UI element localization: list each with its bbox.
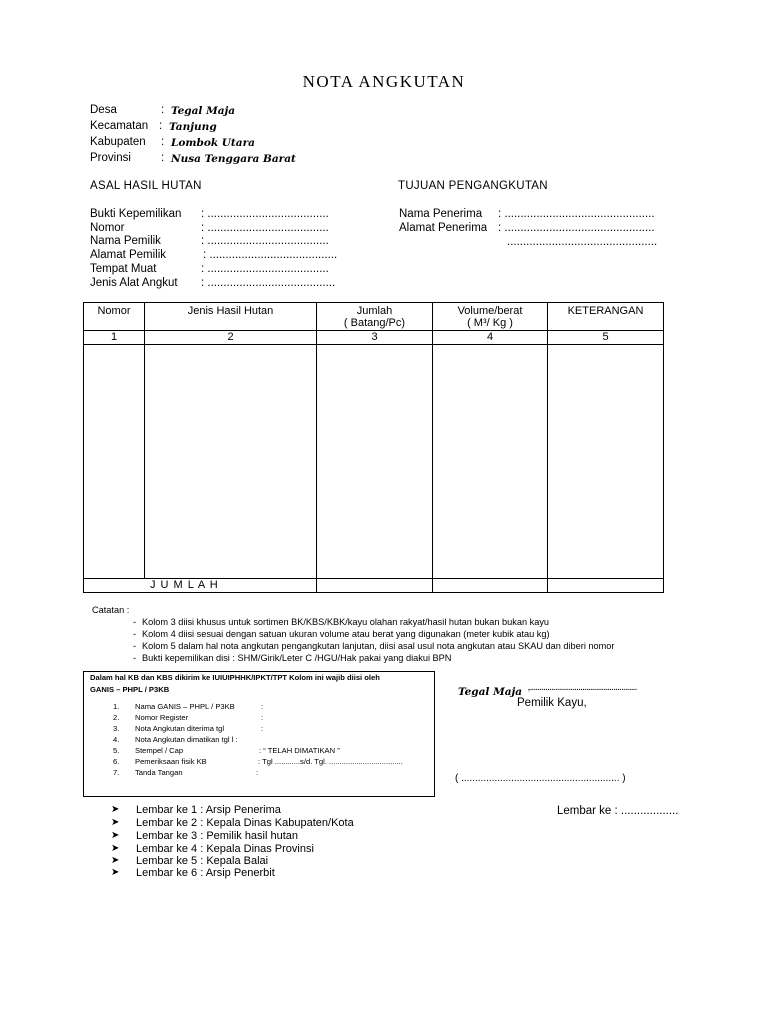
cell-jumlah[interactable] xyxy=(317,345,433,579)
box-item-num-3: 3. xyxy=(113,724,120,733)
lembar-ke-field: Lembar ke : .................. xyxy=(557,805,679,817)
box-item-label-7: Tanda Tangan xyxy=(135,768,183,777)
box-item-value-3: : xyxy=(261,724,264,733)
copy-item-3: Lembar ke 3 : Pemilik hasil hutan xyxy=(136,830,299,842)
total-keterangan[interactable] xyxy=(548,578,664,592)
label-kecamatan: Kecamatan xyxy=(90,120,149,132)
label-alamat-pemilik: Alamat Pemilik xyxy=(90,249,167,261)
header-nomor: Nomor xyxy=(84,303,145,331)
cell-keterangan[interactable] xyxy=(548,345,664,579)
value-tempat-muat: : ...................................... xyxy=(201,263,329,275)
bullet-arrow-icon: ➤ xyxy=(111,855,120,866)
cell-nomor[interactable] xyxy=(84,345,145,579)
box-item-label-4: Nota Angkutan dimatikan tgl l : xyxy=(135,735,238,744)
value-jenis-alat-angkut: : ........................................ xyxy=(201,277,336,289)
copy-item-5: Lembar ke 5 : Kepala Balai xyxy=(136,855,269,867)
value-alamat-penerima: : ............................................... xyxy=(498,222,655,234)
value-bukti-kepemilikan: : ...................................... xyxy=(201,208,329,220)
label-alamat-penerima: Alamat Penerima xyxy=(399,222,488,234)
label-kabupaten: Kabupaten xyxy=(90,136,146,148)
signature-place: Tegal Maja xyxy=(458,686,523,698)
header-keterangan: KETERANGAN xyxy=(548,303,664,331)
value-kabupaten: Lombok Utara xyxy=(171,137,255,149)
box-item-label-5: Stempel / Cap xyxy=(135,746,184,755)
value-kecamatan: Tanjung xyxy=(169,121,217,133)
label-nama-penerima: Nama Penerima xyxy=(399,208,483,220)
colnum-1: 1 xyxy=(84,331,145,345)
signature-name-line: ( ......................................................... ) xyxy=(455,773,626,784)
note-dash-3: - xyxy=(133,641,137,651)
sep-desa: : xyxy=(161,104,165,116)
note-dash-1: - xyxy=(133,617,137,627)
bullet-arrow-icon: ➤ xyxy=(111,830,120,841)
cell-jenis[interactable] xyxy=(145,345,317,579)
label-desa: Desa xyxy=(90,104,117,116)
table-header-row xyxy=(84,303,664,331)
value-nama-pemilik: : ...................................... xyxy=(201,235,329,247)
header-volume-berat: Volume/berat ( M³/ Kg ) xyxy=(433,303,548,331)
value-nomor: : ...................................... xyxy=(201,222,329,234)
sep-kecamatan: : xyxy=(159,120,163,132)
label-tempat-muat: Tempat Muat xyxy=(90,263,157,275)
total-label: J U M L A H xyxy=(84,578,317,592)
colnum-2: 2 xyxy=(145,331,317,345)
box-item-label-6: Pemeriksaan fisik KB xyxy=(135,757,207,766)
box-item-value-5: : “ TELAH DIMATIKAN ” xyxy=(259,746,340,755)
value-provinsi: Nusa Tenggara Barat xyxy=(171,153,296,165)
total-volume[interactable] xyxy=(433,578,548,592)
table-total-row xyxy=(84,578,664,592)
note-item-2: Kolom 4 diisi sesuai dengan satuan ukuran volume atau berat yang digunakan (meter kubik atau kg) xyxy=(142,629,550,639)
box-item-num-7: 7. xyxy=(113,768,120,777)
header-jumlah: Jumlah ( Batang/Pc) xyxy=(317,303,433,331)
document-title: NOTA ANGKUTAN xyxy=(302,72,466,91)
total-jumlah[interactable] xyxy=(317,578,433,592)
copy-item-6: Lembar ke 6 : Arsip Penerbit xyxy=(136,867,275,879)
label-nomor: Nomor xyxy=(90,222,125,234)
table-body-row xyxy=(84,345,664,579)
bullet-arrow-icon: ➤ xyxy=(111,867,120,878)
box-intro-line2: GANIS – PHPL / P3KB xyxy=(90,685,170,694)
colnum-3: 3 xyxy=(317,331,433,345)
note-item-4: Bukti kepemilikan disi : SHM/Girik/Leter C /HGU/Hak pakai yang diakui BPN xyxy=(142,653,452,663)
label-bukti-kepemilikan: Bukti Kepemilikan xyxy=(90,208,182,220)
goods-table xyxy=(83,302,664,593)
bullet-arrow-icon: ➤ xyxy=(111,817,120,828)
box-item-num-6: 6. xyxy=(113,757,120,766)
box-item-value-6: : Tgl ............s/d. Tgl. ................................... xyxy=(258,757,403,766)
heading-asal-hasil-hutan: ASAL HASIL HUTAN xyxy=(90,180,202,192)
heading-tujuan-pengangkutan: TUJUAN PENGANGKUTAN xyxy=(398,180,548,192)
copy-item-2: Lembar ke 2 : Kepala Dinas Kabupaten/Kota xyxy=(136,817,354,829)
sep-provinsi: : xyxy=(161,152,165,164)
box-item-label-3: Nota Angkutan diterima tgl xyxy=(135,724,225,733)
copy-item-4: Lembar ke 4 : Kepala Dinas Provinsi xyxy=(136,843,314,855)
sep-kabupaten: : xyxy=(161,136,165,148)
table-column-number-row xyxy=(84,331,664,345)
copy-item-1: Lembar ke 1 : Arsip Penerima xyxy=(136,804,281,816)
header-jenis-hasil-hutan: Jenis Hasil Hutan xyxy=(145,303,317,331)
box-item-num-1: 1. xyxy=(113,702,120,711)
bullet-arrow-icon: ➤ xyxy=(111,804,120,815)
value-desa: Tegal Maja xyxy=(171,105,236,117)
box-intro-line1: Dalam hal KB dan KBS dikirim ke IUIUIPHHK/IPKT/TPT Kolom ini wajib diisi oleh xyxy=(90,673,380,682)
value-nama-penerima: : ............................................... xyxy=(498,208,655,220)
notes-label: Catatan : xyxy=(92,605,130,615)
colnum-5: 5 xyxy=(548,331,664,345)
box-item-num-4: 4. xyxy=(113,735,120,744)
colnum-4: 4 xyxy=(433,331,548,345)
signature-date-dots: ,....................................................... xyxy=(528,685,637,692)
box-item-value-7: : xyxy=(256,768,259,777)
label-provinsi: Provinsi xyxy=(90,152,131,164)
signature-role: Pemilik Kayu, xyxy=(517,697,587,709)
box-item-value-2: : xyxy=(261,713,264,722)
box-item-label-1: Nama GANIS – PHPL / P3KB xyxy=(135,702,235,711)
note-item-3: Kolom 5 dalam hal nota angkutan pengangkutan lanjutan, diisi asal usul nota angkutan atau SKAU dan diberi nomor xyxy=(142,641,615,651)
note-dash-4: - xyxy=(133,653,137,663)
value-alamat-penerima-line2: ............................................... xyxy=(507,236,658,248)
label-jenis-alat-angkut: Jenis Alat Angkut xyxy=(90,277,178,289)
box-item-label-2: Nomor Register xyxy=(135,713,189,722)
label-nama-pemilik: Nama Pemilik xyxy=(90,235,161,247)
bullet-arrow-icon: ➤ xyxy=(111,843,120,854)
note-item-1: Kolom 3 diisi khusus untuk sortimen BK/KBS/KBK/kayu olahan rakyat/hasil hutan bukan bukan kayu xyxy=(142,617,550,627)
value-alamat-pemilik: : ........................................ xyxy=(203,249,338,261)
box-item-num-2: 2. xyxy=(113,713,120,722)
cell-volume[interactable] xyxy=(433,345,548,579)
box-item-value-1: : xyxy=(261,702,264,711)
box-item-num-5: 5. xyxy=(113,746,120,755)
note-dash-2: - xyxy=(133,629,137,639)
